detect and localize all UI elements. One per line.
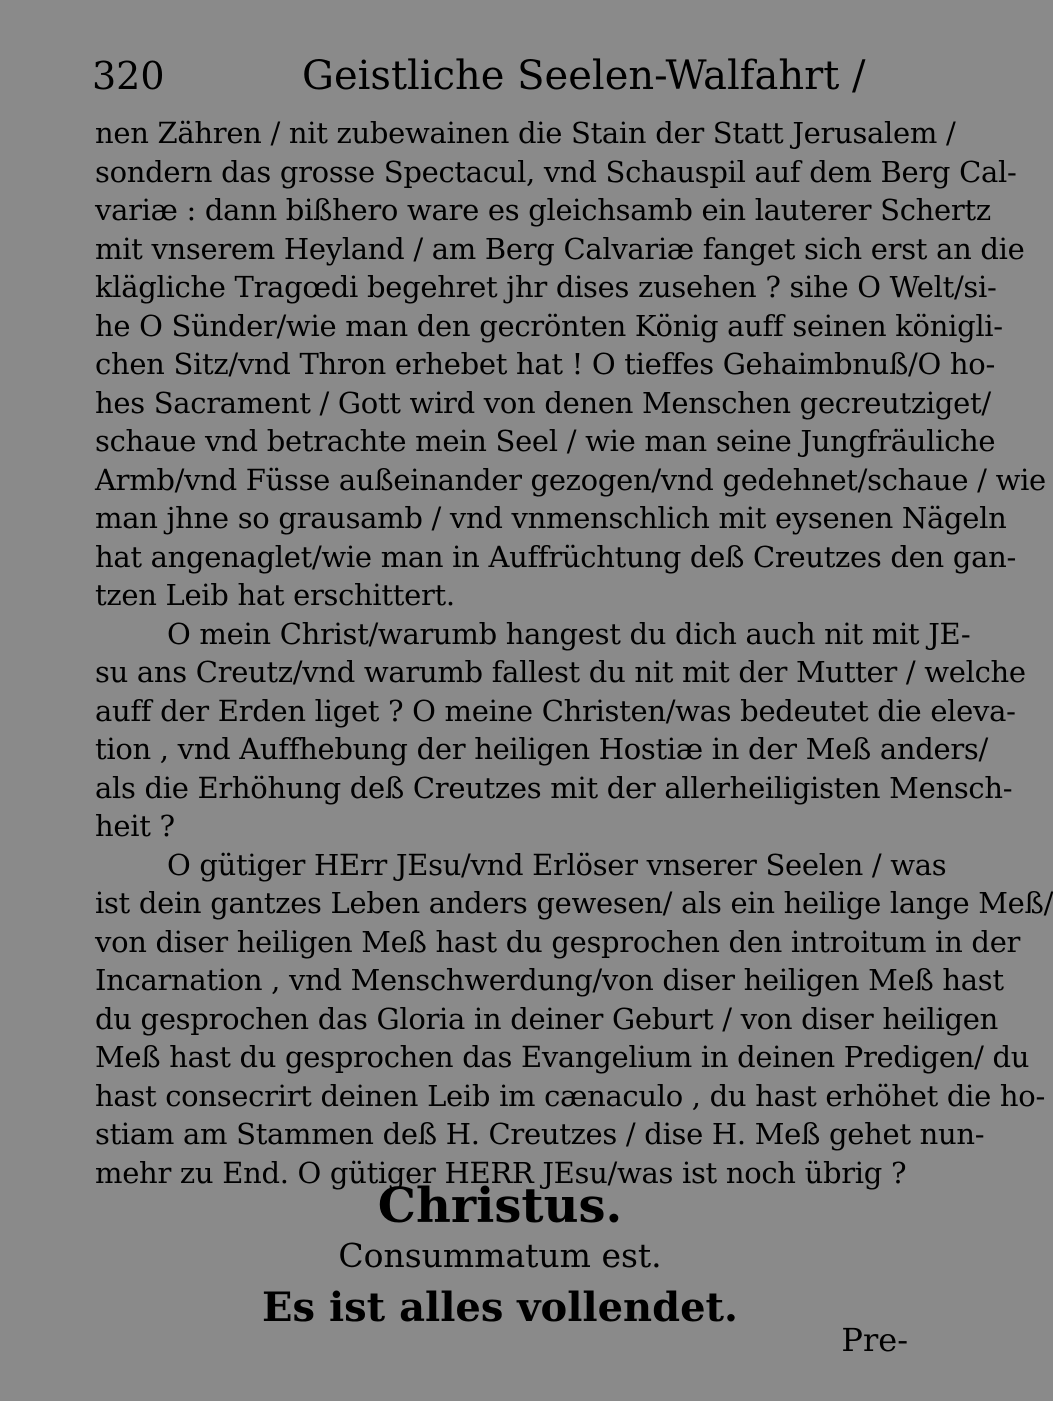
text-line: du gesprochen das Gloria in deiner Geburt / von diser heiligen (95, 1001, 998, 1036)
text-line: hat angenaglet/wie man in Auffrüchtung deß Creutzes den gan- (95, 539, 1016, 574)
page-header (92, 46, 892, 106)
paragraph-start-line: O mein Christ/warumb hangest du dich auch nit mit JE- (167, 616, 971, 651)
paragraph-start-line: O gütiger HErr JEsu/vnd Erlöser vnserer Seelen / was (167, 847, 947, 882)
catchword: Pre- (841, 1321, 908, 1359)
text-line: klägliche Tragœdi begehret jhr dises zusehen ? sihe O Welt/si- (95, 270, 997, 304)
text-line: he O Sünder/wie man den gecrönten König auff seinen königli- (95, 308, 1003, 343)
text-line: chen Sitz/vnd Thron erhebet hat ! O tieffes Gehaimbnuß/O ho- (95, 347, 995, 381)
text-line: Armb/vnd Füsse außeinander gezogen/vnd gedehnet/schaue / wie (95, 462, 1046, 497)
text-line: mehr zu End. O gütiger HERR JEsu/was ist noch übrig ? (95, 1155, 907, 1190)
text-line: variæ : dann bißhero ware es gleichsamb ein lauterer Schertz (95, 193, 991, 227)
text-line: stiam am Stammen deß H. Creutzes / dise H. Meß gehet nun- (95, 1117, 985, 1151)
text-line: sondern das grosse Spectacul, vnd Schauspil auf dem Berg Cal- (95, 154, 1017, 189)
text-line: nen Zähren / nit zubewainen die Stain der Statt Jerusalem / (95, 116, 956, 150)
body-text (95, 114, 1053, 1192)
latin-quote: Consummatum est. (338, 1236, 662, 1275)
text-line: als die Erhöhung deß Creutzes mit der allerheiligisten Mensch- (95, 770, 1013, 805)
text-line: Meß hast du gesprochen das Evangelium in deinen Predigen/ du (95, 1040, 1030, 1074)
running-title: Geistliche Seelen-Walfahrt / (302, 53, 866, 99)
text-line: hes Sacrament / Gott wird von denen Menschen gecreutziget/ (95, 385, 991, 420)
page-number: 320 (92, 54, 165, 98)
text-line: ist dein gantzes Leben anders gewesen/ als ein heilige lange Meß/ (95, 886, 1053, 920)
text-line: Incarnation , vnd Menschwerdung/von diser heiligen Meß hast (95, 963, 1004, 997)
text-line: heit ? (95, 809, 175, 843)
text-line: mit vnserem Heyland / am Berg Calvariæ fanget sich erst an die (95, 231, 1025, 266)
text-line: auff der Erden liget ? O meine Christen/was bedeutet die eleva- (95, 693, 1016, 728)
german-quote: Es ist alles vollendet. (262, 1284, 738, 1331)
text-line: tzen Leib hat erschittert. (95, 578, 455, 612)
text-line: hast consecrirt deinen Leib im cænaculo , du hast erhöhet die ho- (95, 1078, 1045, 1113)
text-line: man jhne so grausamb / vnd vnmenschlich mit eysenen Nägeln (95, 501, 1007, 535)
speaker-heading: Christus. (377, 1178, 623, 1234)
text-line: schaue vnd betrachte mein Seel / wie man seine Jungfräuliche (95, 424, 996, 458)
text-line: von diser heiligen Meß hast du gesprochen den introitum in der (95, 924, 1021, 959)
text-line: su ans Creutz/vnd warumb fallest du nit mit der Mutter / welche (95, 655, 1026, 689)
text-line: tion , vnd Auffhebung der heiligen Hostiæ in der Meß anders/ (95, 732, 988, 766)
